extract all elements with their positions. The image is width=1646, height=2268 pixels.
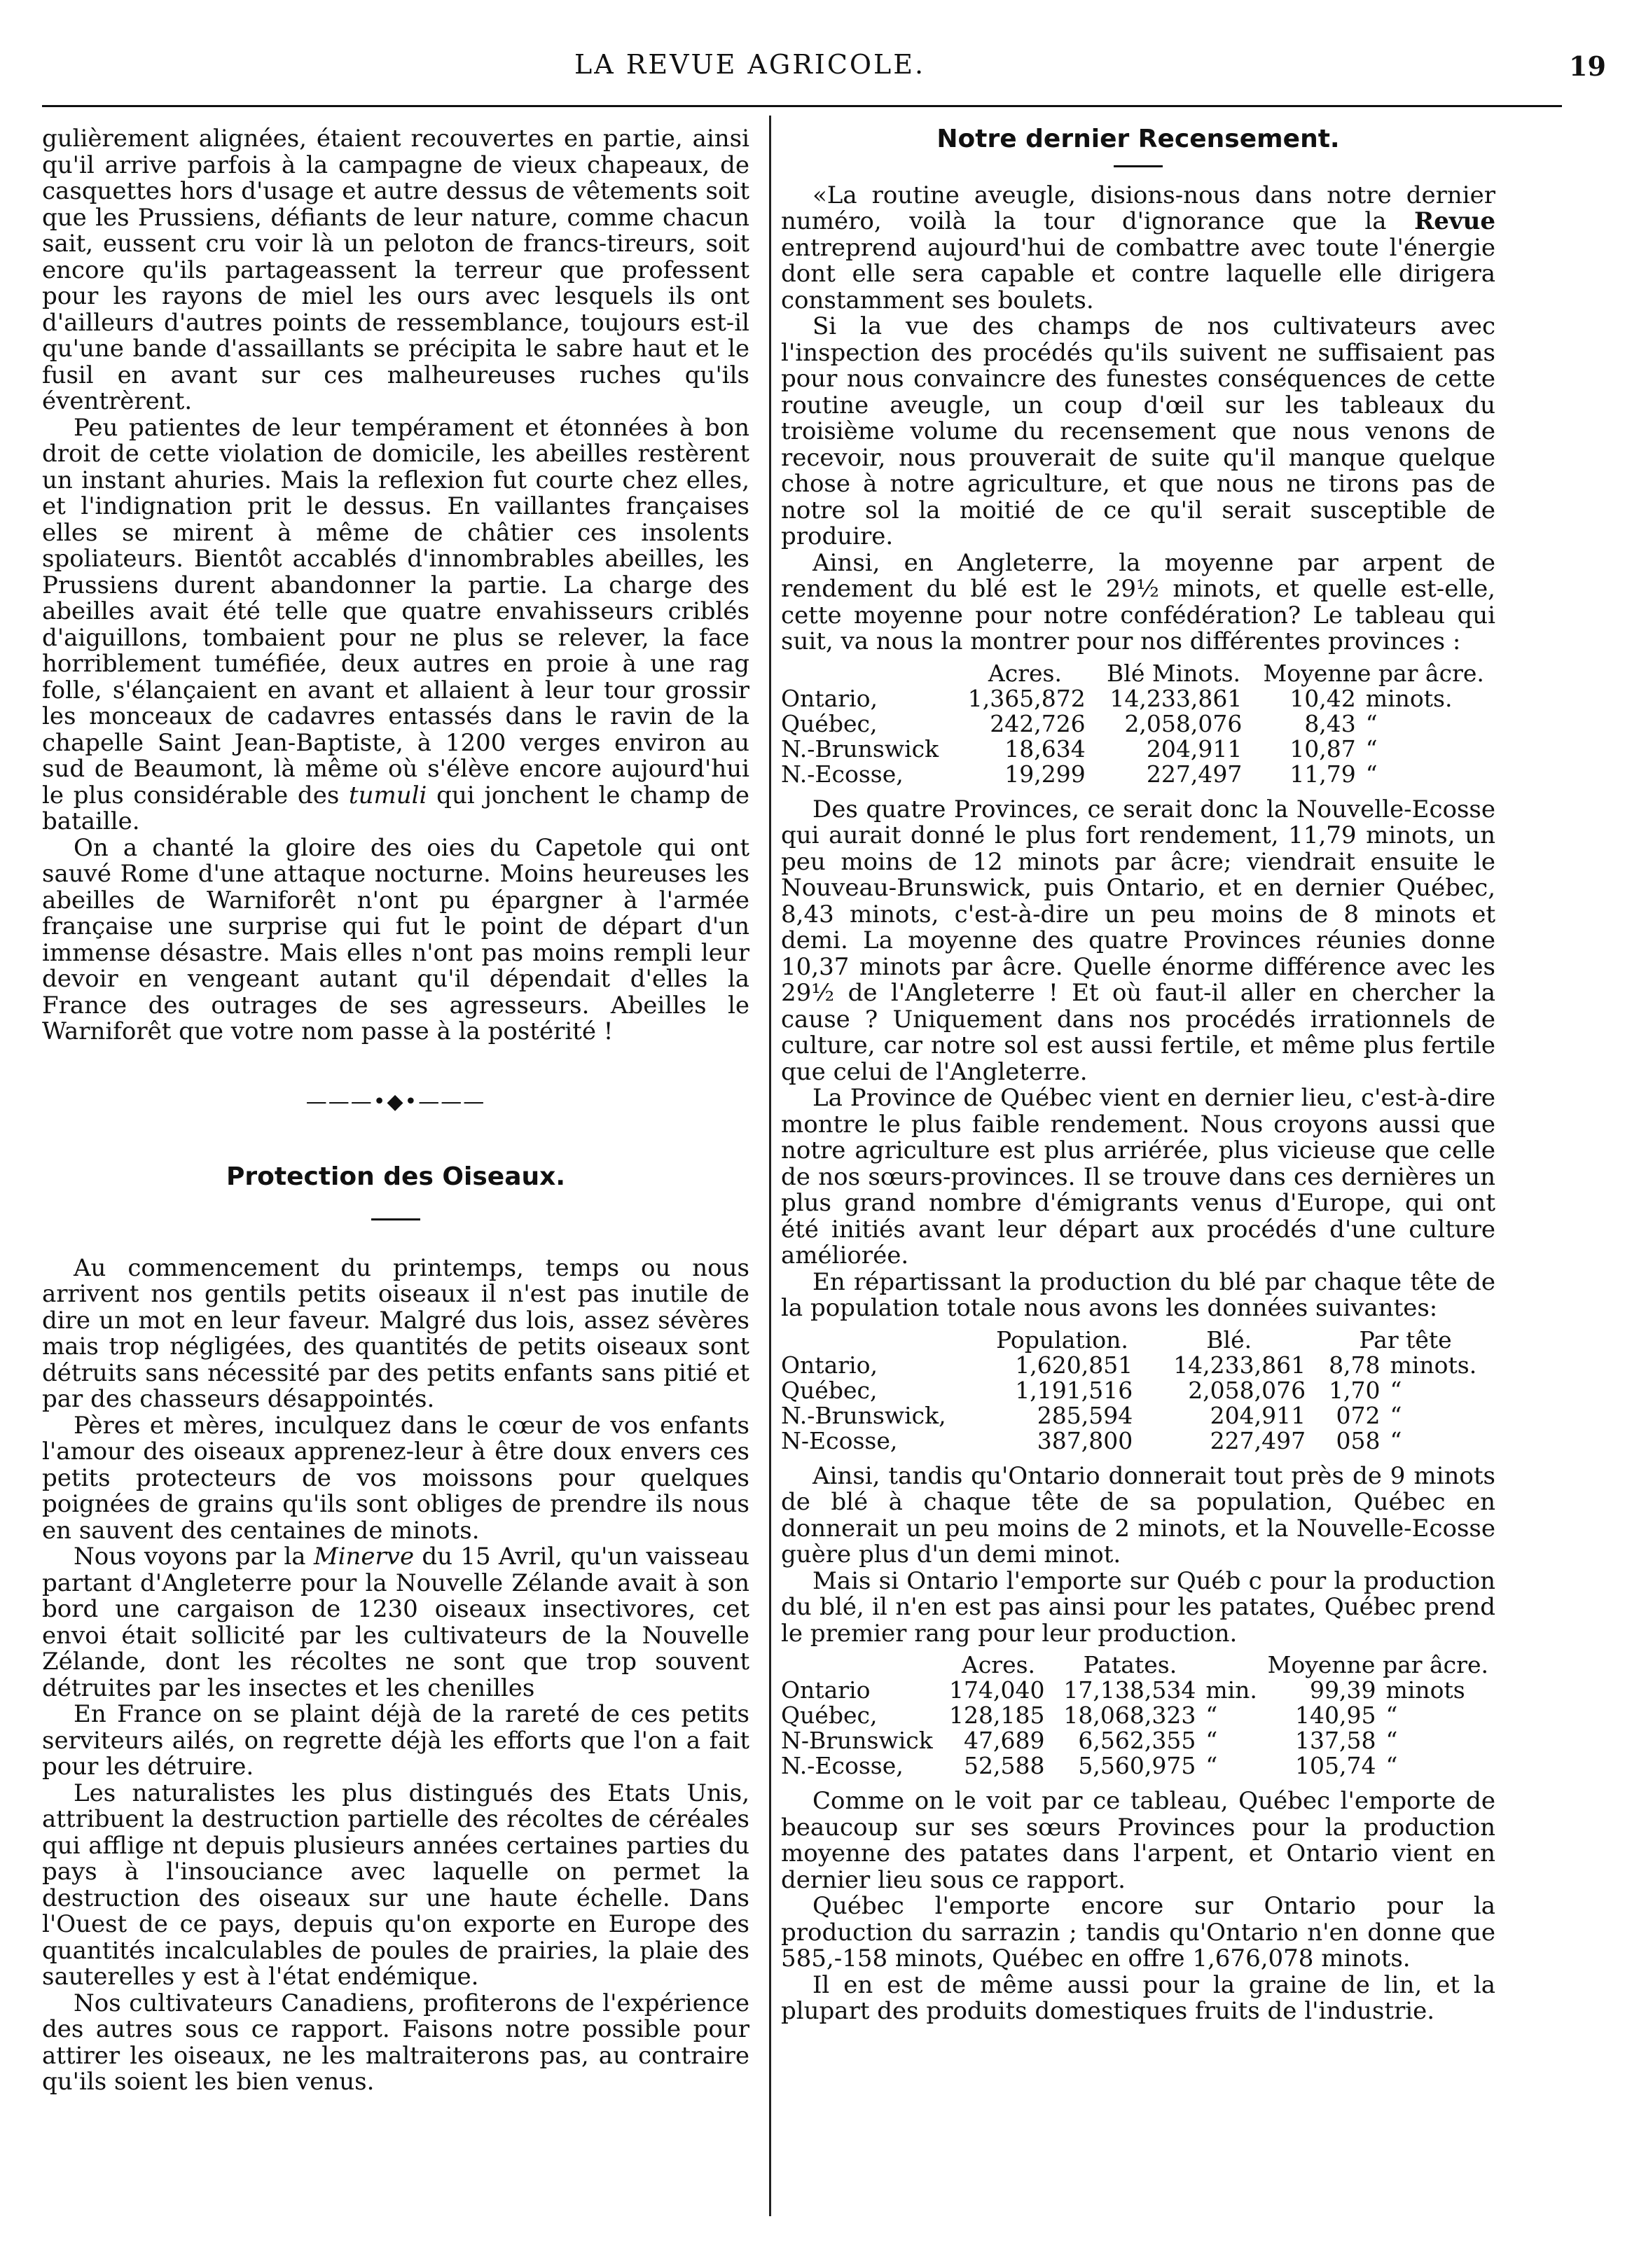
table-cell: 128,185 bbox=[949, 1702, 1045, 1729]
table-cell: 204,911 bbox=[1210, 1401, 1306, 1429]
column-divider bbox=[769, 116, 771, 2216]
table-cell: 2,058,076 bbox=[1124, 709, 1243, 737]
paragraph: gulièrement alignées, étaient recouvertes en partie, ainsi qu'il arrive parfois à la campagne de vieux chapeaux, de casquettes hors d'usage et autre dessus de vêtements soit que les Prussiens, défiants de leur nature, comme chacun sait, eussent cru voir là un peloton de francs-tireurs, soit encore qu'ils partageassent la terreur que professent pour les rayons de miel les ours avec lesquels ils ont d'ailleurs d'autres points de ressemblance, toujours est-il qu'une bande d'assaillants se précipita le sabre haut et le fusil en avant sur ces malheureuses ruches qu'ils éventrèrent. bbox=[42, 125, 749, 415]
table-cell: Ontario, bbox=[781, 684, 878, 712]
table-row bbox=[781, 1678, 1495, 1703]
table-header: Blé. bbox=[1206, 1326, 1252, 1354]
table-wheat-yield bbox=[781, 661, 1495, 787]
table-row bbox=[781, 737, 1495, 762]
table-cell: 10,87 bbox=[1289, 735, 1356, 763]
table-cell: 140,95 bbox=[1295, 1702, 1376, 1729]
table-potato-yield bbox=[781, 1653, 1495, 1779]
table-cell: 5,560,975 bbox=[1078, 1752, 1196, 1779]
table-cell: 19,299 bbox=[1004, 760, 1086, 788]
paragraph: Comme on le voit par ce tableau, Québec l'emporte de beaucoup sur ses sœurs Provinces pour la production moyenne des patates dans l'arpent, et Ontario vient en dernier lieu sous ce rapport. bbox=[781, 1787, 1495, 1894]
table-header: Population. bbox=[996, 1326, 1128, 1354]
table-header bbox=[781, 1653, 943, 1678]
ornament-divider: ———•◆•——— bbox=[305, 1089, 486, 1114]
paragraph: Des quatre Provinces, ce serait donc la Nouvelle-Ecosse qui aurait donné le plus fort rendement, 11,79 minots, un peu moins de 12 minots par âcre; viendrait ensuite le Nouveau-Brunswick, puis Ontario, et en dernier Québec, 8,43 minots, c'est-à-dire un peu moins de 8 minots et demi. La moyenne des quatre Provinces réunies donne 10,37 minots par âcre. Quelle énorme différence avec les 29½ de l'Angleterre ! Et où faut-il aller en chercher la cause ? Uniquement dans nos procédés irrationnels de culture, car notre sol est aussi fertile, et même plus fertile que celui de l'Angleterre. bbox=[781, 795, 1495, 1086]
italic-term: Minerve bbox=[313, 1543, 415, 1571]
table-header: Blé Minots. bbox=[1107, 659, 1241, 687]
paragraph: Ainsi, tandis qu'Ontario donnerait tout près de 9 minots de blé à chaque tête de sa population, Québec en donnerait un peu moins de 2 minots, et la Nouvelle-Ecosse guère plus d'un demi minot. bbox=[781, 1461, 1495, 1568]
table-cell: “ bbox=[1365, 760, 1378, 788]
table-cell: Ontario bbox=[781, 1676, 871, 1704]
table-cell: 6,562,355 bbox=[1078, 1727, 1196, 1754]
table-cell: 2,058,076 bbox=[1188, 1376, 1306, 1404]
table-header: Acres. bbox=[961, 1651, 1036, 1678]
table-cell: “ bbox=[1205, 1727, 1218, 1754]
paragraph-text: Peu patientes de leur tempérament et étonnées à bon droit de cette violation de domicile, les abeilles restèrent un instant ahuries. Mais la reflexion fut courte chez elles, et l'indignation prit le dessus. En vaillantes françaises elles se mirent à même de châtier ces insolents spoliateurs. Bientôt accablés d'innombrables abeilles, les Prussiens durent abandonner la partie. La charge des abeilles avait été telle que quatre envahisseurs criblés d'aiguillons, tombaient pour ne plus se relever, la face horriblement tuméfiée, deux autres en proie à une rag folle, s'élançaient en avant et allaient à leur tour grossir les monceaux de cadavres entassés dans le ravin de la chapelle Saint Jean-Baptiste, à 1200 verges environ au sud de Beaumont, là même où s'élève encore aujourd'hui le plus considérable des bbox=[42, 413, 749, 809]
table-cell: “ bbox=[1390, 1426, 1402, 1454]
table-cell: “ bbox=[1385, 1727, 1398, 1754]
paragraph: Il en est de même aussi pour la graine de lin, et la plupart des produits domestiques fruits de l'industrie. bbox=[781, 1970, 1495, 2025]
table-cell: 227,497 bbox=[1210, 1426, 1306, 1454]
table-cell: minots. bbox=[1390, 1351, 1477, 1379]
bold-term: Revue bbox=[1414, 207, 1495, 235]
table-cell: 137,58 bbox=[1295, 1727, 1376, 1754]
table-header bbox=[781, 1328, 982, 1353]
table-header: Par tête bbox=[1359, 1326, 1452, 1354]
paragraph: En France on se plaint déjà de la rareté de ces petits serviteurs ailés, on regrette déjà les efforts que l'on a fait pour les détruire. bbox=[42, 1700, 749, 1781]
table-cell: N.-Ecosse, bbox=[781, 760, 904, 788]
table-header: Moyenne par âcre. bbox=[1263, 659, 1484, 687]
table-row bbox=[781, 1753, 1495, 1779]
table-cell: 10,42 bbox=[1289, 684, 1356, 712]
table-cell: 18,634 bbox=[1004, 735, 1086, 763]
paragraph-text: entreprend aujourd'hui de combattre avec toute l'énergie dont elle sera capable et contre laquelle elle dirigera constamment ses boulets. bbox=[781, 233, 1495, 314]
table-header: Acres. bbox=[988, 659, 1062, 687]
table-cell: “ bbox=[1390, 1376, 1402, 1404]
paragraph: Si la vue des champs de nos cultivateurs avec l'inspection des procédés qu'ils suivent ne suffisaient pas pour nous convaincre des funestes conséquences de cette routine aveugle, un coup d'œil sur les tableaux du troisième volume du recensement que nous venons de recevoir, nous prouverait de suite qu'il manque quelque chose à notre agriculture, et que nous ne tirons pas de notre sol la moitié de ce qu'il serait susceptible de produire. bbox=[781, 312, 1495, 550]
table-cell: N-Brunswick bbox=[781, 1727, 933, 1754]
table-cell: 8,78 bbox=[1329, 1351, 1381, 1379]
paragraph: Nos cultivateurs Canadiens, profiterons de l'expérience des autres sous ce rapport. Faisons notre possible pour attirer les oiseaux, ne les maltraiterons pas, au contraire qu'ils soient les bien venus. bbox=[42, 1989, 749, 2096]
table-cell: 1,70 bbox=[1329, 1376, 1381, 1404]
paragraph: Au commencement du printemps, temps ou nous arrivent nos gentils petits oiseaux il n'est pas inutile de dire un mot en leur faveur. Malgré dus lois, assez sévères mais trop négligées, des quantités de petits oiseaux sont détruits sans nécessité par des petits enfants sans pitié et par des chasseurs désappointés. bbox=[42, 1253, 749, 1413]
table-cell: 174,040 bbox=[949, 1676, 1045, 1704]
table-cell: minots. bbox=[1365, 684, 1453, 712]
table-row bbox=[781, 762, 1495, 787]
table-cell: “ bbox=[1365, 709, 1378, 737]
table-cell: min. bbox=[1205, 1676, 1257, 1704]
section-title: Protection des Oiseaux. bbox=[226, 1162, 566, 1191]
table-cell: 105,74 bbox=[1295, 1752, 1376, 1779]
paragraph: Pères et mères, inculquez dans le cœur de vos enfants l'amour des oiseaux apprenez-leur à être doux envers ces petits protecteurs de vos moissons pour quelques poignées de grains qu'ils sont obliges de prendre ils nous en sauvent des centaines de minots. bbox=[42, 1411, 749, 1545]
page-number: 19 bbox=[1569, 50, 1606, 82]
paragraph-text: qui jonchent le champ de bataille. bbox=[42, 781, 750, 835]
table-cell: minots bbox=[1385, 1676, 1465, 1704]
table-row bbox=[781, 711, 1495, 737]
table-cell: N.-Brunswick bbox=[781, 735, 939, 763]
table-cell: 058 bbox=[1336, 1426, 1381, 1454]
table-cell: “ bbox=[1385, 1752, 1398, 1779]
table-row bbox=[781, 1728, 1495, 1753]
table-cell: 072 bbox=[1336, 1401, 1381, 1429]
table-header bbox=[1205, 1653, 1260, 1678]
table-cell: 8,43 bbox=[1304, 709, 1356, 737]
table-cell: 99,39 bbox=[1310, 1676, 1376, 1704]
table-cell: 52,588 bbox=[964, 1752, 1045, 1779]
paragraph: La Province de Québec vient en dernier lieu, c'est-à-dire montre le plus faible rendement. Nous croyons aussi que notre agriculture est plus arriérée, plus vicieuse que celle de nos sœurs-provinces. Il se trouve dans ces dernières un plus grand nombre d'émigrants venus d'Europe, qui ont été initiés avant leur départ aux procédés d'une culture améliorée. bbox=[781, 1084, 1495, 1269]
table-wheat-per-head bbox=[781, 1328, 1495, 1454]
paragraph-text: du 15 Avril, qu'un vaisseau partant d'Angleterre pour la Nouvelle Zélande avait à son bord une cargaison de 1230 oiseaux insectivores, cet envoi était sollicité par les cultivateurs de la Nouvelle Zélande, dont les récoltes ne sont que trop souvent détruites par les insectes et les chenilles bbox=[42, 1543, 749, 1702]
table-cell: 387,800 bbox=[1037, 1426, 1133, 1454]
table-cell: Québec, bbox=[781, 1376, 878, 1404]
italic-term: tumuli bbox=[348, 781, 427, 809]
paragraph: Ainsi, en Angleterre, la moyenne par arpent de rendement du blé est le 29½ minots, et quelle est-elle, cette moyenne pour notre confédération? Le tableau qui suit, va nous la montrer pour nos différentes provinces : bbox=[781, 548, 1495, 655]
table-cell: 18,068,323 bbox=[1063, 1702, 1196, 1729]
paragraph-text: Nous voyons par la bbox=[74, 1543, 314, 1571]
table-cell: “ bbox=[1385, 1702, 1398, 1729]
title-rule bbox=[371, 1218, 420, 1220]
table-cell: 204,911 bbox=[1146, 735, 1243, 763]
table-cell: 11,79 bbox=[1289, 760, 1356, 788]
left-column bbox=[42, 126, 749, 2096]
table-cell: 1,191,516 bbox=[1015, 1376, 1133, 1404]
table-row bbox=[781, 686, 1495, 711]
title-rule bbox=[1114, 165, 1163, 167]
table-row bbox=[781, 1428, 1495, 1454]
table-header bbox=[781, 661, 955, 686]
paragraph bbox=[42, 415, 749, 835]
table-cell: “ bbox=[1365, 735, 1378, 763]
table-cell: “ bbox=[1205, 1702, 1218, 1729]
right-column bbox=[781, 126, 1495, 2025]
paragraph bbox=[42, 1544, 749, 1702]
journal-title: LA REVUE AGRICOLE. bbox=[574, 49, 926, 80]
table-cell: 227,497 bbox=[1146, 760, 1243, 788]
table-header: Patates. bbox=[1083, 1651, 1177, 1678]
section-title: Notre dernier Recensement. bbox=[936, 125, 1340, 153]
table-row bbox=[781, 1378, 1495, 1403]
table-cell: 285,594 bbox=[1037, 1401, 1133, 1429]
table-row bbox=[781, 1403, 1495, 1428]
paragraph: Les naturalistes les plus distingués des Etats Unis, attribuent la destruction partielle des récoltes de céréales qui afflige nt depuis plusieurs années certaines parties du pays à l'insouciance avec laquelle on permet la destruction des oiseaux sur une haute échelle. Dans l'Ouest de ce pays, depuis qu'on exporte en Europe des quantités incalculables de poules de prairies, la plaie des sauterelles y est à l'état endémique. bbox=[42, 1779, 749, 1991]
table-cell: N-Ecosse, bbox=[781, 1426, 898, 1454]
paragraph: En répartissant la production du blé par chaque tête de la population totale nous avons les données suivantes: bbox=[781, 1267, 1495, 1322]
table-cell: N.-Ecosse, bbox=[781, 1752, 904, 1779]
table-cell: Québec, bbox=[781, 709, 878, 737]
table-cell: 14,233,861 bbox=[1173, 1351, 1306, 1379]
paragraph: Mais si Ontario l'emporte sur Québ c pour la production du blé, il n'en est pas ainsi pour les patates, Québec prend le premier rang pour leur production. bbox=[781, 1566, 1495, 1648]
table-row bbox=[781, 1703, 1495, 1728]
table-cell: 1,365,872 bbox=[967, 684, 1086, 712]
header-rule bbox=[42, 105, 1562, 107]
table-cell: Québec, bbox=[781, 1702, 878, 1729]
paragraph-text: «La routine aveugle, disions-nous dans notre dernier numéro, voilà la tour d'ignorance que la bbox=[781, 181, 1495, 235]
table-cell: Ontario, bbox=[781, 1351, 878, 1379]
table-cell: 1,620,851 bbox=[1015, 1351, 1133, 1379]
table-cell: N.-Brunswick, bbox=[781, 1401, 946, 1429]
table-cell: 14,233,861 bbox=[1109, 684, 1243, 712]
table-header: Moyenne par âcre. bbox=[1267, 1651, 1488, 1678]
table-cell: “ bbox=[1390, 1401, 1402, 1429]
table-cell: 242,726 bbox=[990, 709, 1086, 737]
paragraph bbox=[781, 183, 1495, 314]
table-row bbox=[781, 1353, 1495, 1378]
paragraph: On a chanté la gloire des oies du Capetole qui ont sauvé Rome d'une attaque nocturne. Moins heureuses les abeilles de Warniforêt n'ont pu épargner à l'armée française une surprise qui fut le point de départ d'un immense désastre. Mais elles n'ont pas moins rempli leur devoir en vengeant autant qu'il dépendait d'elles la France des outrages de ses agresseurs. Abeilles le Warniforêt que votre nom passe à la postérité ! bbox=[42, 833, 749, 1045]
table-cell: 47,689 bbox=[964, 1727, 1045, 1754]
table-cell: “ bbox=[1205, 1752, 1218, 1779]
table-cell: 17,138,534 bbox=[1063, 1676, 1196, 1704]
paragraph: Québec l'emporte encore sur Ontario pour la production du sarrazin ; tandis qu'Ontario n'en donne que 585,-158 minots, Québec en offre 1,676,078 minots. bbox=[781, 1892, 1495, 1973]
